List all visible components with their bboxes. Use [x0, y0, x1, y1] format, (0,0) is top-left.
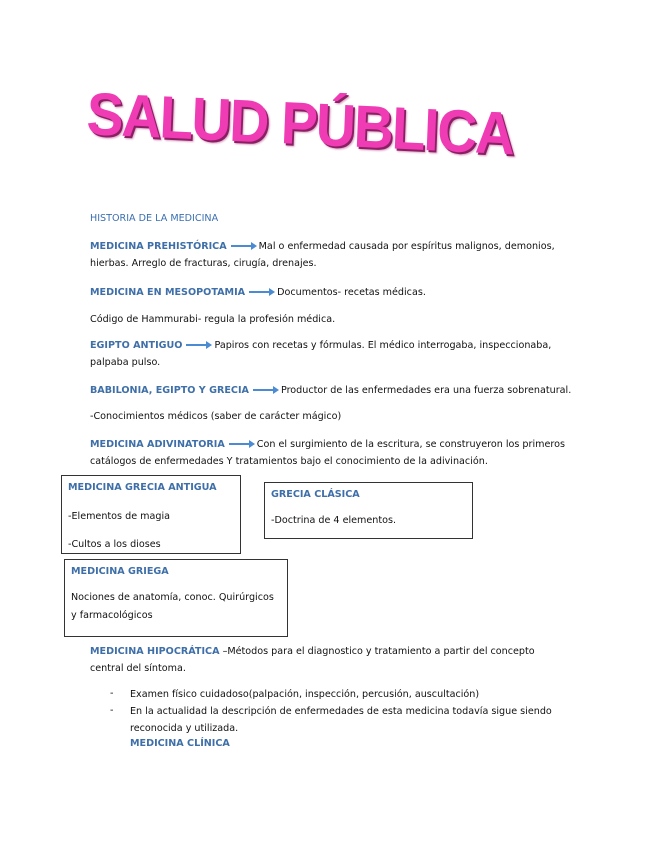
box-line: -Elementos de magia [68, 511, 170, 522]
entry-mesopotamia [90, 284, 560, 301]
entry-label: MEDICINA HIPOCRÁTICA [90, 646, 220, 657]
entry-text-continued: hierbas. Arreglo de fracturas, cirugía, drenajes. [90, 258, 317, 269]
box-line: -Cultos a los dioses [68, 539, 161, 550]
box-title: MEDICINA GRIEGA [71, 566, 169, 577]
entry-text: Papiros con recetas y fórmulas. El médico interrogaba, inspeccionaba, [214, 340, 552, 351]
bullet-text: En la actualidad la descripción de enfermedades de esta medicina todavía sigue siendo [130, 706, 552, 717]
entry-label: MEDICINA ADIVINATORIA [90, 439, 225, 450]
next-section-label: MEDICINA CLÍNICA [130, 738, 230, 749]
box-grecia-clasica [264, 482, 473, 539]
box-line: -Doctrina de 4 elementos. [271, 515, 397, 526]
entry-text-continued: central del síntoma. [90, 663, 186, 674]
entry-text-continued: palpaba pulso. [90, 357, 161, 368]
bullet-item: Examen físico cuidadoso(palpación, inspección, percusión, auscultación) [130, 689, 480, 700]
bullet-item [130, 703, 560, 737]
entry-label: MEDICINA EN MESOPOTAMIA [90, 287, 246, 298]
section-subtitle: HISTORIA DE LA MEDICINA [90, 213, 219, 224]
arrow-icon [186, 344, 208, 346]
box-title: MEDICINA GRECIA ANTIGUA [68, 482, 217, 493]
box-grecia-antigua [61, 475, 241, 554]
entry-text: Documentos- recetas médicas. [277, 287, 426, 298]
page-title: SALUD PÚBLICA [85, 80, 515, 168]
entry-text-continued: catálogos de enfermedades Y tratamientos bajo el conocimiento de la adivinación. [90, 456, 488, 467]
entry-babilonia [90, 382, 572, 399]
entry-text: Productor de las enfermedades era una fuerza sobrenatural. [280, 385, 572, 396]
arrow-icon [253, 389, 275, 391]
entry-egipto [90, 337, 560, 371]
bullet-dash: - [110, 705, 114, 716]
entry-label: EGIPTO ANTIGUO [90, 340, 183, 351]
box-medicina-griega [64, 559, 288, 637]
entry-label: BABILONIA, EGIPTO Y GRECIA [90, 385, 249, 396]
entry-label: MEDICINA PREHISTÓRICA [90, 241, 227, 252]
entry-adivinatoria [90, 436, 565, 470]
entry-prehistorica [90, 238, 560, 272]
entry-hammurabi: Código de Hammurabi- regula la profesión médica. [90, 314, 336, 325]
box-line: Nociones de anatomía, conoc. Quirúrgicos [71, 592, 274, 603]
entry-text: Con el surgimiento de la escritura, se construyeron los primeros [256, 439, 565, 450]
arrow-icon [231, 245, 253, 247]
entry-text: –Métodos para el diagnostico y tratamiento a partir del concepto [219, 646, 535, 657]
arrow-icon [249, 291, 271, 293]
entry-hipocratica [90, 643, 560, 677]
box-line: y farmacológicos [71, 610, 153, 621]
arrow-icon [229, 443, 251, 445]
box-title: GRECIA CLÁSICA [271, 489, 360, 500]
bullet-dash: - [110, 688, 114, 699]
bullet-text-continued: reconocida y utilizada. [130, 723, 239, 734]
entry-text: Mal o enfermedad causada por espíritus malignos, demonios, [258, 241, 555, 252]
entry-conocimientos: -Conocimientos médicos (saber de carácter mágico) [90, 411, 342, 422]
